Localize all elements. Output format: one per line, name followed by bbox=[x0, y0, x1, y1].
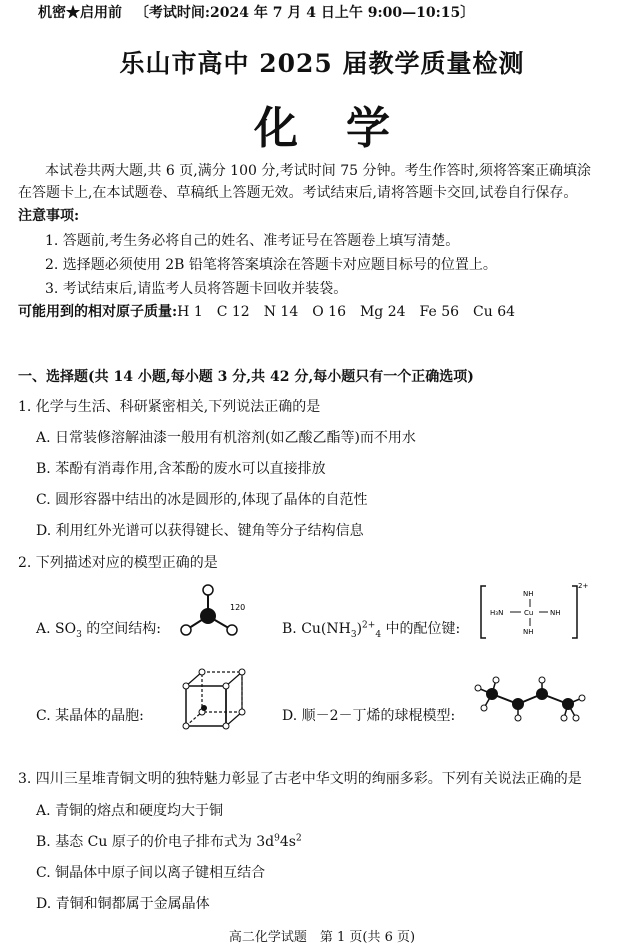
atomic-mass-line bbox=[18, 301, 515, 323]
q3-option-c: C. 铜晶体中原子间以离子键相互结合 bbox=[36, 865, 266, 881]
note-item: 2. 选择题必须使用 2B 铅笔将答案填涂在答题卡对应题目标号的位置上。 bbox=[45, 257, 497, 273]
bond-angle-label: 120 bbox=[230, 603, 246, 612]
question-1-stem: 1. 化学与生活、科研紧密相关,下列说法正确的是 bbox=[18, 399, 321, 415]
q2-option-a: A. $SO_3$ 的空间结构: bbox=[36, 621, 161, 640]
q1-option-c: C. 圆形容器中结出的冰是圆形的,体现了晶体的自范性 bbox=[36, 492, 368, 508]
ligand-bottom: NH bbox=[523, 628, 534, 636]
q1-option-a: A. 日常装修溶解油漆一般用有机溶剂(如乙酸乙酯等)而不用水 bbox=[36, 430, 416, 446]
ligand-left: H₃N bbox=[490, 609, 504, 617]
page-footer: 高二化学试题 第 1 页(共 6 页) bbox=[228, 930, 416, 945]
note-item: 3. 考试结束后,请监考人员将答题卡回收并装袋。 bbox=[45, 281, 348, 297]
q1-option-d: D. 利用红外光谱可以获得键长、键角等分子结构信息 bbox=[36, 523, 364, 539]
notes-heading: 注意事项: bbox=[18, 208, 80, 224]
q3-option-d: D. 青铜和铜都属于金属晶体 bbox=[36, 896, 210, 912]
so3-structure-figure bbox=[172, 584, 250, 644]
q1-option-b: B. 苯酚有消毒作用,含苯酚的废水可以直接排放 bbox=[36, 461, 326, 477]
ball-stick-model-figure bbox=[470, 674, 590, 724]
exam-header bbox=[38, 2, 474, 22]
question-3-stem: 3. 四川三星堆青铜文明的独特魅力彰显了古老中华文明的绚丽多彩。下列有关说法正确的是 bbox=[18, 771, 582, 787]
atomic-mass-label: 可能用到的相对原子质量: bbox=[18, 304, 178, 320]
central-atom: Cu bbox=[524, 609, 534, 617]
paper-title: 乐山市高中 2025 届教学质量检测 bbox=[119, 49, 525, 78]
confidential-label: 机密★启用前 bbox=[38, 5, 122, 21]
note-item: 1. 答题前,考生务必将自己的姓名、准考证号在答题卷上填写清楚。 bbox=[45, 233, 460, 249]
ligand-top: NH bbox=[523, 590, 534, 598]
exam-time: 〔考试时间:2024 年 7 月 4 日上午 9:00—10:15〕 bbox=[134, 5, 475, 21]
q3-option-a: A. 青铜的熔点和硬度均大于铜 bbox=[36, 803, 224, 819]
crystal-cell-figure bbox=[180, 666, 250, 732]
q3-option-b: B. 基态 Cu 原子的价电子排布式为 $3d^94s^2$ bbox=[36, 833, 302, 850]
question-2-stem: 2. 下列描述对应的模型正确的是 bbox=[18, 555, 218, 571]
complex-charge: 2+ bbox=[578, 582, 589, 590]
subject-title: 化学 bbox=[254, 103, 438, 154]
intro-line-1: 本试卷共两大题,共 6 页,满分 100 分,考试时间 75 分钟。考生作答时,须将答案正确填涂 bbox=[45, 163, 591, 179]
ligand-right: NH bbox=[550, 609, 561, 617]
intro-line-2: 在答题卡上,在本试题卷、草稿纸上答题无效。考试结束后,请将答题卡交回,试卷自行保存。 bbox=[18, 185, 578, 201]
q2-option-c: C. 某晶体的晶胞: bbox=[36, 708, 144, 724]
complex-ion-figure bbox=[478, 582, 589, 642]
atomic-mass-values: H 1 C 12 N 14 O 16 Mg 24 Fe 56 Cu 64 bbox=[177, 304, 516, 320]
q2-option-d: D. 顺－2－丁烯的球棍模型: bbox=[282, 708, 456, 724]
section-heading: 一、选择题(共 14 小题,每小题 3 分,共 42 分,每小题只有一个正确选项) bbox=[18, 369, 474, 385]
q2-option-b: B. $Cu(NH_3)^{2+}_4$ 中的配位键: bbox=[282, 620, 461, 640]
